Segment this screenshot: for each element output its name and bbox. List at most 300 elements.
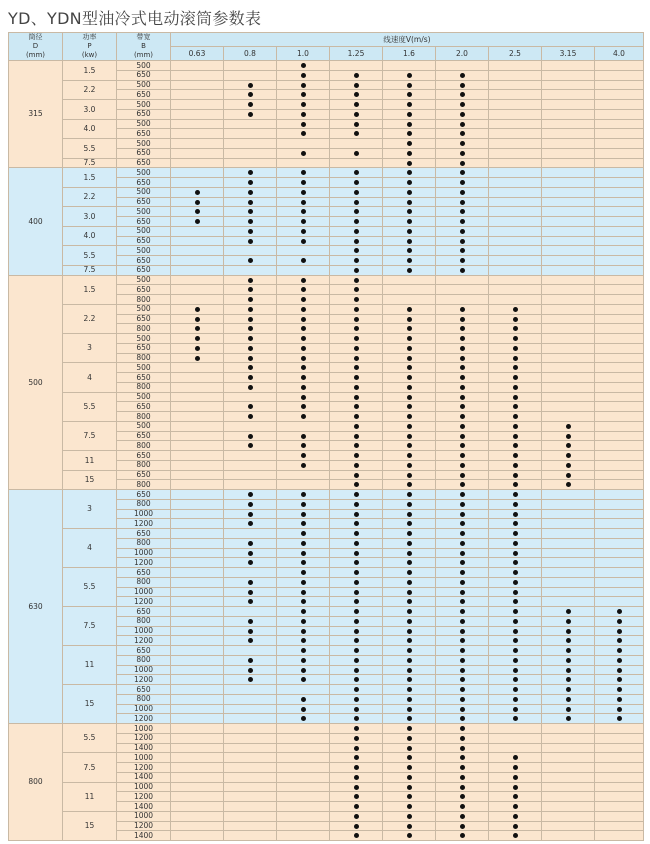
width-cell: 650	[117, 431, 171, 441]
speed-cell	[330, 616, 383, 626]
available-dot-icon	[460, 658, 465, 663]
speed-cell	[436, 636, 489, 646]
speed-cell	[171, 275, 224, 285]
available-dot-icon	[354, 336, 359, 341]
available-dot-icon	[354, 765, 359, 770]
speed-cell	[542, 100, 595, 110]
speed-cell	[542, 577, 595, 587]
speed-cell	[436, 324, 489, 334]
width-cell: 1000	[117, 665, 171, 675]
speed-cell	[171, 109, 224, 119]
width-cell: 650	[117, 129, 171, 139]
available-dot-icon	[460, 638, 465, 643]
header-speed-4-0: 4.0	[595, 47, 644, 61]
available-dot-icon	[407, 551, 412, 556]
speed-cell	[224, 743, 277, 753]
speed-cell	[171, 90, 224, 100]
available-dot-icon	[460, 736, 465, 741]
speed-cell	[489, 743, 542, 753]
speed-cell	[436, 831, 489, 841]
available-dot-icon	[354, 551, 359, 556]
available-dot-icon	[407, 414, 412, 419]
available-dot-icon	[301, 668, 306, 673]
available-dot-icon	[566, 482, 571, 487]
speed-cell	[595, 148, 644, 158]
available-dot-icon	[407, 736, 412, 741]
speed-cell	[277, 80, 330, 90]
speed-cell	[436, 509, 489, 519]
available-dot-icon	[460, 258, 465, 263]
speed-cell	[171, 724, 224, 734]
speed-cell	[383, 197, 436, 207]
available-dot-icon	[354, 609, 359, 614]
width-cell: 650	[117, 607, 171, 617]
available-dot-icon	[301, 648, 306, 653]
available-dot-icon	[301, 278, 306, 283]
speed-cell	[436, 811, 489, 821]
speed-cell	[542, 324, 595, 334]
available-dot-icon	[460, 580, 465, 585]
width-cell: 650	[117, 256, 171, 266]
available-dot-icon	[460, 814, 465, 819]
speed-cell	[277, 548, 330, 558]
speed-cell	[383, 129, 436, 139]
speed-cell	[383, 314, 436, 324]
available-dot-icon	[460, 151, 465, 156]
speed-cell	[330, 90, 383, 100]
width-cell: 1200	[117, 558, 171, 568]
available-dot-icon	[407, 170, 412, 175]
parameter-table	[8, 32, 644, 841]
available-dot-icon	[617, 638, 622, 643]
available-dot-icon	[248, 638, 253, 643]
width-cell: 650	[117, 217, 171, 227]
width-cell: 1200	[117, 636, 171, 646]
available-dot-icon	[460, 541, 465, 546]
speed-cell	[224, 587, 277, 597]
speed-cell	[277, 304, 330, 314]
speed-cell	[542, 451, 595, 461]
speed-cell	[542, 636, 595, 646]
available-dot-icon	[617, 697, 622, 702]
speed-cell	[277, 139, 330, 149]
speed-cell	[489, 129, 542, 139]
width-cell: 650	[117, 285, 171, 295]
speed-cell	[489, 753, 542, 763]
available-dot-icon	[354, 122, 359, 127]
available-dot-icon	[513, 453, 518, 458]
available-dot-icon	[248, 190, 253, 195]
speed-cell	[383, 490, 436, 500]
speed-cell	[542, 763, 595, 773]
available-dot-icon	[354, 492, 359, 497]
speed-cell	[224, 802, 277, 812]
speed-cell	[383, 714, 436, 724]
available-dot-icon	[460, 356, 465, 361]
speed-cell	[489, 90, 542, 100]
speed-cell	[171, 207, 224, 217]
speed-cell	[595, 100, 644, 110]
speed-cell	[383, 80, 436, 90]
speed-cell	[489, 363, 542, 373]
speed-cell	[489, 607, 542, 617]
speed-cell	[330, 568, 383, 578]
width-cell: 500	[117, 139, 171, 149]
available-dot-icon	[513, 482, 518, 487]
available-dot-icon	[460, 794, 465, 799]
available-dot-icon	[248, 180, 253, 185]
available-dot-icon	[354, 219, 359, 224]
available-dot-icon	[354, 73, 359, 78]
speed-cell	[542, 187, 595, 197]
speed-cell	[436, 685, 489, 695]
speed-cell	[595, 275, 644, 285]
speed-cell	[224, 226, 277, 236]
speed-cell	[595, 704, 644, 714]
width-cell: 800	[117, 538, 171, 548]
available-dot-icon	[248, 83, 253, 88]
speed-cell	[383, 217, 436, 227]
table-row	[9, 470, 644, 480]
available-dot-icon	[248, 200, 253, 205]
available-dot-icon	[513, 755, 518, 760]
speed-cell	[224, 655, 277, 665]
speed-cell	[277, 655, 330, 665]
available-dot-icon	[566, 443, 571, 448]
available-dot-icon	[513, 307, 518, 312]
available-dot-icon	[248, 404, 253, 409]
speed-cell	[224, 109, 277, 119]
speed-cell	[383, 529, 436, 539]
available-dot-icon	[460, 248, 465, 253]
speed-cell	[171, 334, 224, 344]
speed-cell	[277, 480, 330, 490]
available-dot-icon	[354, 833, 359, 838]
width-cell: 1400	[117, 743, 171, 753]
available-dot-icon	[354, 229, 359, 234]
available-dot-icon	[354, 599, 359, 604]
speed-cell	[383, 509, 436, 519]
available-dot-icon	[354, 248, 359, 253]
speed-cell	[595, 811, 644, 821]
available-dot-icon	[354, 629, 359, 634]
speed-cell	[436, 460, 489, 470]
available-dot-icon	[407, 161, 412, 166]
width-cell: 1000	[117, 782, 171, 792]
speed-cell	[383, 207, 436, 217]
available-dot-icon	[460, 326, 465, 331]
available-dot-icon	[407, 804, 412, 809]
speed-cell	[595, 324, 644, 334]
speed-cell	[383, 382, 436, 392]
speed-cell	[277, 392, 330, 402]
speed-cell	[383, 724, 436, 734]
speed-cell	[436, 548, 489, 558]
table-row	[9, 685, 644, 695]
available-dot-icon	[301, 512, 306, 517]
speed-cell	[171, 704, 224, 714]
speed-cell	[542, 772, 595, 782]
speed-cell	[330, 353, 383, 363]
speed-cell	[330, 178, 383, 188]
speed-cell	[436, 802, 489, 812]
available-dot-icon	[460, 590, 465, 595]
speed-cell	[489, 275, 542, 285]
available-dot-icon	[301, 258, 306, 263]
available-dot-icon	[407, 83, 412, 88]
available-dot-icon	[460, 824, 465, 829]
available-dot-icon	[354, 794, 359, 799]
speed-cell	[224, 363, 277, 373]
speed-cell	[277, 675, 330, 685]
available-dot-icon	[513, 521, 518, 526]
available-dot-icon	[354, 726, 359, 731]
table-row	[9, 61, 644, 71]
speed-cell	[436, 119, 489, 129]
speed-cell	[542, 607, 595, 617]
power-cell: 4	[63, 529, 117, 568]
speed-cell	[171, 343, 224, 353]
speed-cell	[489, 431, 542, 441]
power-cell: 5.5	[63, 568, 117, 607]
available-dot-icon	[407, 395, 412, 400]
available-dot-icon	[407, 239, 412, 244]
speed-cell	[595, 558, 644, 568]
width-cell: 1000	[117, 811, 171, 821]
speed-cell	[330, 538, 383, 548]
available-dot-icon	[407, 317, 412, 322]
speed-cell	[383, 256, 436, 266]
table-body	[9, 61, 644, 841]
speed-cell	[595, 265, 644, 275]
speed-cell	[542, 480, 595, 490]
speed-cell	[436, 665, 489, 675]
available-dot-icon	[460, 531, 465, 536]
speed-cell	[489, 178, 542, 188]
available-dot-icon	[354, 131, 359, 136]
available-dot-icon	[407, 833, 412, 838]
available-dot-icon	[301, 570, 306, 575]
available-dot-icon	[617, 658, 622, 663]
available-dot-icon	[566, 648, 571, 653]
speed-cell	[542, 236, 595, 246]
available-dot-icon	[513, 541, 518, 546]
speed-cell	[277, 207, 330, 217]
width-cell: 1000	[117, 724, 171, 734]
speed-cell	[330, 70, 383, 80]
speed-cell	[277, 217, 330, 227]
width-cell: 800	[117, 295, 171, 305]
width-cell: 500	[117, 187, 171, 197]
available-dot-icon	[301, 531, 306, 536]
speed-cell	[383, 100, 436, 110]
speed-cell	[330, 831, 383, 841]
available-dot-icon	[301, 395, 306, 400]
table-row	[9, 646, 644, 656]
width-cell: 500	[117, 246, 171, 256]
speed-cell	[383, 733, 436, 743]
available-dot-icon	[460, 200, 465, 205]
available-dot-icon	[248, 112, 253, 117]
available-dot-icon	[513, 414, 518, 419]
speed-cell	[277, 100, 330, 110]
available-dot-icon	[354, 326, 359, 331]
speed-cell	[595, 733, 644, 743]
speed-cell	[277, 460, 330, 470]
speed-cell	[171, 811, 224, 821]
width-cell: 1400	[117, 831, 171, 841]
available-dot-icon	[301, 414, 306, 419]
speed-cell	[330, 451, 383, 461]
speed-cell	[171, 626, 224, 636]
speed-cell	[542, 109, 595, 119]
speed-cell	[489, 148, 542, 158]
available-dot-icon	[460, 609, 465, 614]
available-dot-icon	[248, 239, 253, 244]
width-cell: 500	[117, 100, 171, 110]
available-dot-icon	[460, 453, 465, 458]
speed-cell	[330, 304, 383, 314]
speed-cell	[171, 226, 224, 236]
speed-cell	[330, 646, 383, 656]
speed-cell	[330, 821, 383, 831]
available-dot-icon	[407, 229, 412, 234]
speed-cell	[436, 304, 489, 314]
speed-cell	[277, 763, 330, 773]
available-dot-icon	[407, 180, 412, 185]
available-dot-icon	[566, 424, 571, 429]
available-dot-icon	[460, 560, 465, 565]
speed-cell	[489, 158, 542, 168]
speed-cell	[436, 616, 489, 626]
speed-cell	[224, 324, 277, 334]
speed-cell	[595, 694, 644, 704]
speed-cell	[171, 70, 224, 80]
speed-cell	[383, 763, 436, 773]
speed-cell	[383, 412, 436, 422]
speed-cell	[277, 792, 330, 802]
available-dot-icon	[566, 697, 571, 702]
speed-cell	[171, 538, 224, 548]
speed-cell	[277, 431, 330, 441]
speed-cell	[595, 412, 644, 422]
speed-cell	[224, 178, 277, 188]
speed-cell	[330, 100, 383, 110]
speed-cell	[436, 607, 489, 617]
available-dot-icon	[513, 424, 518, 429]
speed-cell	[330, 685, 383, 695]
available-dot-icon	[354, 83, 359, 88]
speed-cell	[489, 694, 542, 704]
available-dot-icon	[460, 180, 465, 185]
power-cell: 2.2	[63, 304, 117, 333]
available-dot-icon	[301, 521, 306, 526]
speed-cell	[436, 90, 489, 100]
available-dot-icon	[354, 473, 359, 478]
available-dot-icon	[354, 648, 359, 653]
table-row	[9, 246, 644, 256]
available-dot-icon	[354, 638, 359, 643]
speed-cell	[171, 636, 224, 646]
speed-cell	[171, 324, 224, 334]
speed-cell	[330, 207, 383, 217]
available-dot-icon	[513, 697, 518, 702]
speed-cell	[489, 451, 542, 461]
available-dot-icon	[407, 746, 412, 751]
speed-cell	[436, 519, 489, 529]
available-dot-icon	[248, 629, 253, 634]
available-dot-icon	[513, 443, 518, 448]
speed-cell	[224, 187, 277, 197]
speed-cell	[436, 626, 489, 636]
available-dot-icon	[460, 473, 465, 478]
speed-cell	[330, 626, 383, 636]
table-row	[9, 158, 644, 168]
width-cell: 800	[117, 412, 171, 422]
speed-cell	[383, 275, 436, 285]
width-cell: 1200	[117, 792, 171, 802]
power-cell: 2.2	[63, 187, 117, 207]
available-dot-icon	[354, 619, 359, 624]
available-dot-icon	[407, 200, 412, 205]
speed-cell	[171, 597, 224, 607]
available-dot-icon	[301, 92, 306, 97]
available-dot-icon	[354, 443, 359, 448]
power-cell: 3	[63, 490, 117, 529]
speed-cell	[542, 568, 595, 578]
speed-cell	[277, 451, 330, 461]
header-speed-1-25: 1.25	[330, 47, 383, 61]
speed-cell	[277, 275, 330, 285]
available-dot-icon	[407, 346, 412, 351]
available-dot-icon	[460, 551, 465, 556]
speed-cell	[595, 685, 644, 695]
speed-cell	[489, 655, 542, 665]
speed-cell	[277, 646, 330, 656]
available-dot-icon	[513, 609, 518, 614]
speed-cell	[436, 158, 489, 168]
header-speed-0-8: 0.8	[224, 47, 277, 61]
available-dot-icon	[407, 638, 412, 643]
speed-cell	[542, 178, 595, 188]
available-dot-icon	[301, 551, 306, 556]
available-dot-icon	[248, 375, 253, 380]
speed-cell	[171, 743, 224, 753]
speed-cell	[330, 324, 383, 334]
speed-cell	[542, 402, 595, 412]
available-dot-icon	[407, 258, 412, 263]
speed-cell	[171, 217, 224, 227]
available-dot-icon	[248, 346, 253, 351]
speed-cell	[595, 90, 644, 100]
speed-cell	[542, 597, 595, 607]
speed-cell	[277, 743, 330, 753]
available-dot-icon	[407, 502, 412, 507]
speed-cell	[277, 704, 330, 714]
width-cell: 650	[117, 314, 171, 324]
speed-cell	[171, 548, 224, 558]
speed-cell	[542, 675, 595, 685]
available-dot-icon	[407, 356, 412, 361]
available-dot-icon	[301, 365, 306, 370]
speed-cell	[330, 217, 383, 227]
speed-cell	[436, 256, 489, 266]
speed-cell	[489, 772, 542, 782]
width-cell: 650	[117, 451, 171, 461]
available-dot-icon	[566, 609, 571, 614]
available-dot-icon	[301, 492, 306, 497]
speed-cell	[330, 373, 383, 383]
